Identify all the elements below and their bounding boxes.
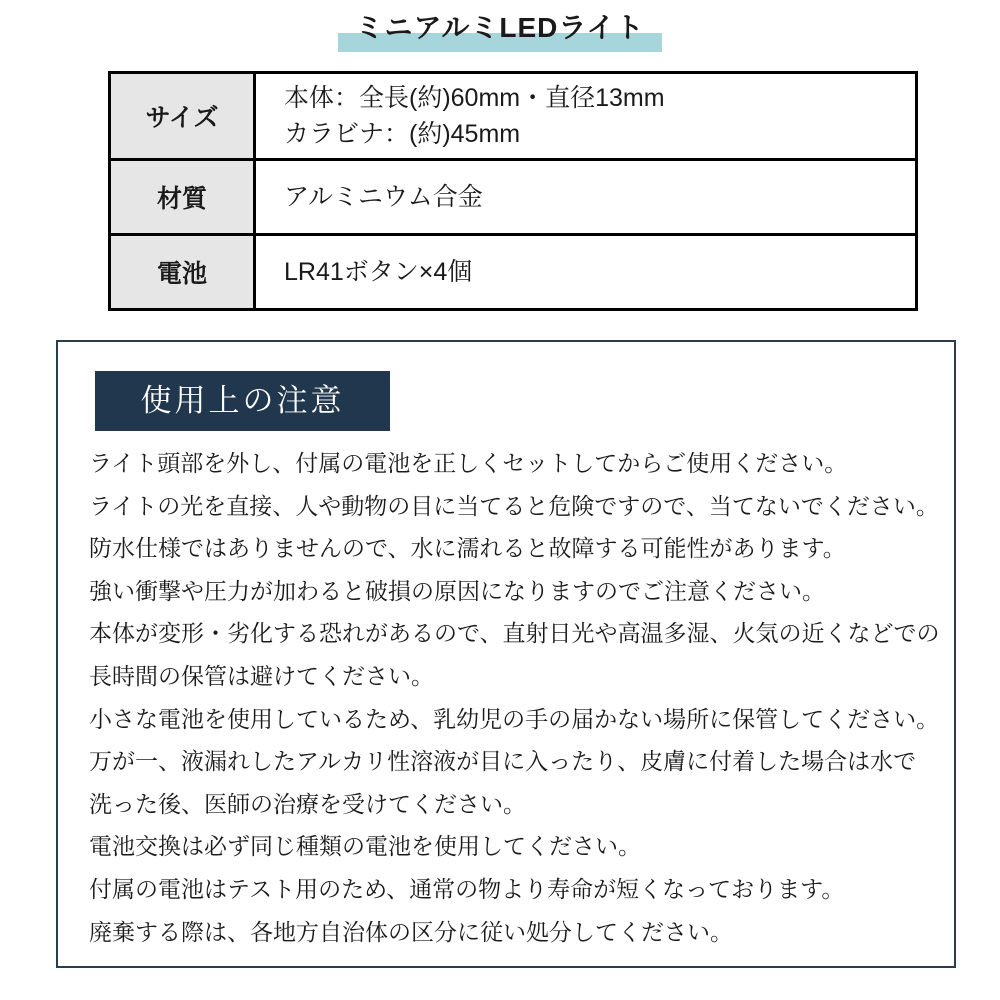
precaution-line: 電池交換は必ず同じ種類の電池を使用してください。 bbox=[89, 833, 641, 860]
spec-value-line: LR41ボタン×4個 bbox=[284, 258, 473, 286]
spec-value-line: 本体：全長(約)60mm・直径13mm bbox=[284, 84, 665, 112]
spec-value-material bbox=[255, 160, 917, 235]
spec-value-battery bbox=[255, 235, 917, 310]
spec-table bbox=[108, 71, 918, 311]
spec-value-line: カラビナ：(約)45mm bbox=[284, 120, 521, 148]
spec-label-size: サイズ bbox=[110, 73, 255, 160]
precaution-line: 本体が変形・劣化する恐れがあるので、直射日光や高温多湿、火気の近くなどでの bbox=[89, 620, 940, 647]
precaution-line: 付属の電池はテスト用のため、通常の物より寿命が短くなっております。 bbox=[89, 875, 845, 902]
precaution-line: 万が一、液漏れしたアルカリ性溶液が目に入ったり、皮膚に付着した場合は水で bbox=[89, 748, 917, 775]
precaution-line: 小さな電池を使用しているため、乳幼児の手の届かない場所に保管してください。 bbox=[89, 705, 940, 732]
spec-value-size bbox=[255, 73, 917, 160]
precautions-heading: 使用上の注意 bbox=[95, 371, 390, 431]
precautions-list bbox=[89, 442, 939, 953]
precaution-line: 長時間の保管は避けてください。 bbox=[89, 662, 434, 689]
spec-value-line: アルミニウム合金 bbox=[284, 183, 483, 211]
precaution-line: ライト頭部を外し、付属の電池を正しくセットしてからご使用ください。 bbox=[89, 450, 848, 476]
precaution-line: 強い衝撃や圧力が加わると破損の原因になりますのでご注意ください。 bbox=[89, 577, 825, 604]
precaution-line: 防水仕様ではありませんので、水に濡れると故障する可能性があります。 bbox=[89, 535, 846, 562]
table-row-battery bbox=[110, 235, 917, 310]
spec-label-material: 材質 bbox=[110, 160, 255, 235]
page-title: ミニアルミLEDライト bbox=[338, 10, 661, 52]
precautions-box bbox=[56, 340, 956, 968]
precaution-line: ライトの光を直接、人や動物の目に当てると危険ですので、当てないでください。 bbox=[89, 492, 939, 519]
page-title-wrap bbox=[0, 10, 1000, 52]
table-row-size bbox=[110, 73, 917, 160]
precaution-line: 廃棄する際は、各地方自治体の区分に従い処分してください。 bbox=[89, 918, 733, 945]
spec-label-battery: 電池 bbox=[110, 235, 255, 310]
table-row-material bbox=[110, 160, 917, 235]
precaution-line: 洗った後、医師の治療を受けてください。 bbox=[89, 790, 526, 817]
